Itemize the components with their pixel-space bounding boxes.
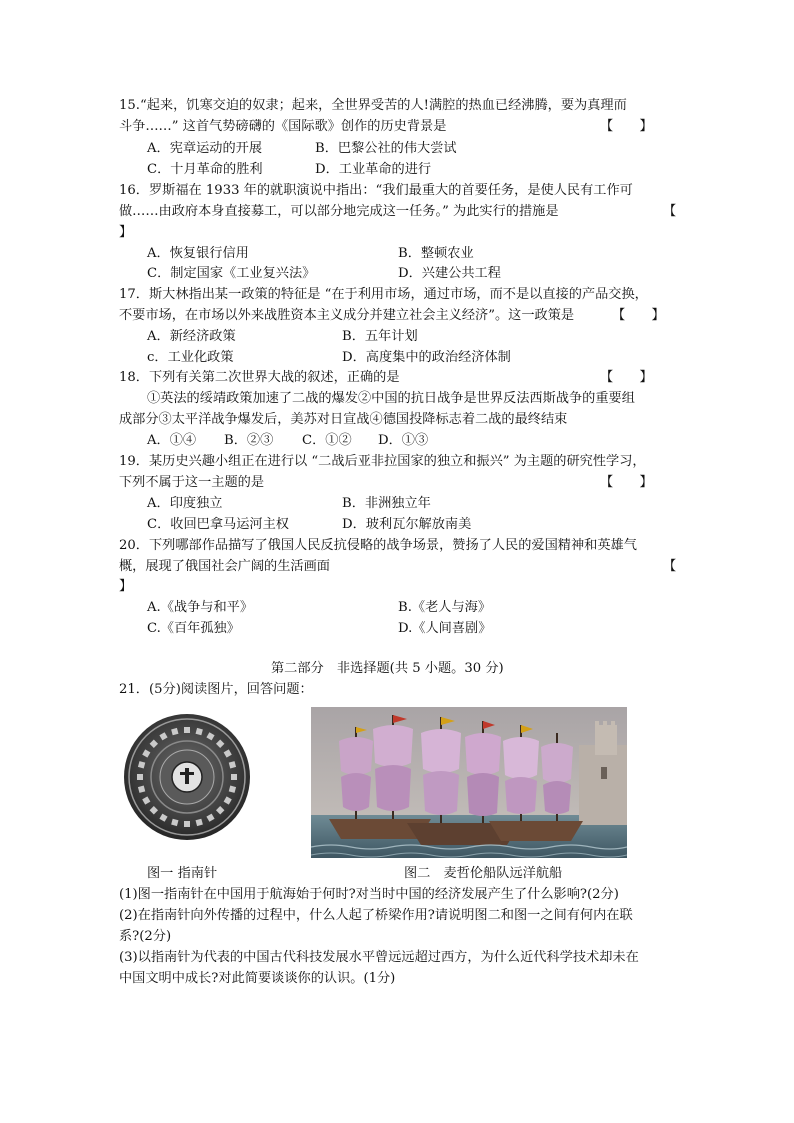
q15-answer-bracket: 【 】 — [600, 119, 653, 134]
magellan-fleet-figure — [311, 707, 627, 858]
q17-answer-bracket: 【 】 — [612, 308, 665, 323]
q20-option-d: D.《人间喜剧》 — [398, 621, 492, 636]
q16-option-a: A．恢复银行信用 — [147, 246, 249, 261]
q20-option-c: C.《百年孤独》 — [147, 621, 240, 636]
q20-option-a: A.《战争与和平》 — [147, 600, 254, 615]
figure1-caption: 图一 指南针 — [147, 866, 218, 881]
q17-option-a: A．新经济政策 — [147, 329, 236, 344]
q15-stem-line2: 斗争……” 这首气势磅礴的《国际歌》创作的历史背景是 — [119, 119, 447, 134]
q20-option-b: B.《老人与海》 — [398, 600, 492, 615]
q15-stem-line1: 15.“起来，饥寒交迫的奴隶；起来，全世界受苦的人!满腔的热血已经沸腾，要为真理而 — [119, 98, 627, 113]
q21-sub3-line1: (3)以指南针为代表的中国古代科技发展水平曾远远超过西方，为什么近代科学技术却未在 — [119, 950, 639, 965]
q18-stem-line3: 成部分③太平洋战争爆发后，美苏对日宣战④德国投降标志着二战的最终结束 — [119, 412, 568, 427]
q17-option-d: D．高度集中的政治经济体制 — [342, 350, 511, 365]
q21-sub2-line1: (2)在指南针向外传播的过程中，什么人起了桥梁作用?请说明图二和图一之间有何内在联 — [119, 908, 633, 923]
q18-option-b: B．②③ — [224, 433, 274, 448]
q16-bracket-open: 【 — [663, 204, 677, 219]
q19-option-a: A．印度独立 — [147, 496, 223, 511]
section2-title: 第二部分 非选择题(共 5 小题。30 分) — [271, 661, 504, 676]
q15-option-b: B．巴黎公社的伟大尝试 — [315, 141, 457, 156]
q16-bracket-close: 】 — [119, 225, 133, 240]
q18-option-c: C．①② — [302, 433, 352, 448]
q19-stem-line1: 19．某历史兴趣小组正在进行以 “二战后亚非拉国家的独立和振兴” 为主题的研究性学习， — [119, 454, 646, 469]
q18-answer-bracket: 【 】 — [600, 370, 653, 385]
q19-option-d: D．玻利瓦尔解放南美 — [342, 517, 472, 532]
q18-option-a: A．①④ — [147, 433, 197, 448]
q18-stem-line2: ①英法的绥靖政策加速了二战的爆发②中国的抗日战争是世界反法西斯战争的重要组 — [147, 391, 635, 406]
compass-figure — [122, 712, 252, 842]
q16-option-d: D．兴建公共工程 — [398, 266, 501, 281]
q19-stem-line2: 下列不属于这一主题的是 — [119, 475, 265, 490]
q15-option-d: D．工业革命的进行 — [315, 162, 432, 177]
q20-bracket-open: 【 — [663, 559, 677, 574]
q16-option-b: B．整顿农业 — [398, 246, 474, 261]
q19-answer-bracket: 【 】 — [600, 475, 653, 490]
q18-option-d: D．①③ — [378, 433, 429, 448]
q21-sub3-line2: 中国文明中成长?对此简要谈谈你的认识。(1分) — [119, 971, 396, 986]
figure2-caption: 图二 麦哲伦船队远洋航船 — [404, 866, 563, 881]
q19-option-b: B．非洲独立年 — [342, 496, 431, 511]
q21-sub1: (1)图一指南针在中国用于航海始于何时?对当时中国的经济发展产生了什么影响?(2分) — [119, 887, 619, 902]
q16-option-c: C．制定国家《工业复兴法》 — [147, 266, 316, 281]
q17-option-c: c．工业化政策 — [147, 350, 234, 365]
q16-stem-line2: 做……由政府本身直接募工，可以部分地完成这一任务。” 为此实行的措施是 — [119, 204, 559, 219]
q18-stem-line1: 18．下列有关第二次世界大战的叙述，正确的是 — [119, 370, 400, 385]
q20-bracket-close: 】 — [119, 579, 133, 594]
q20-stem-line1: 20．下列哪部作品描写了俄国人民反抗侵略的战争场景，赞扬了人民的爱国精神和英雄气 — [119, 538, 637, 553]
q17-option-b: B．五年计划 — [342, 329, 418, 344]
q17-stem-line2: 不要市场，在市场以外来战胜资本主义成分并建立社会主义经济”。这一政策是 — [119, 308, 575, 323]
q21-intro: 21．(5分)阅读图片，回答问题： — [119, 682, 313, 697]
q17-stem-line1: 17．斯大林指出某一政策的特征是 “在于利用市场，通过市场，而不是以直接的产品交换， — [119, 287, 648, 302]
q16-stem-line1: 16．罗斯福在 1933 年的就职演说中指出：“我们最重大的首要任务，是使人民有工作可 — [119, 183, 633, 198]
q19-option-c: C．收回巴拿马运河主权 — [147, 517, 289, 532]
q21-sub2-line2: 系?(2分) — [119, 929, 172, 944]
q15-option-c: C．十月革命的胜利 — [147, 162, 263, 177]
q15-option-a: A．宪章运动的开展 — [147, 141, 263, 156]
q20-stem-line2: 概，展现了俄国社会广阔的生活画面 — [119, 559, 330, 574]
